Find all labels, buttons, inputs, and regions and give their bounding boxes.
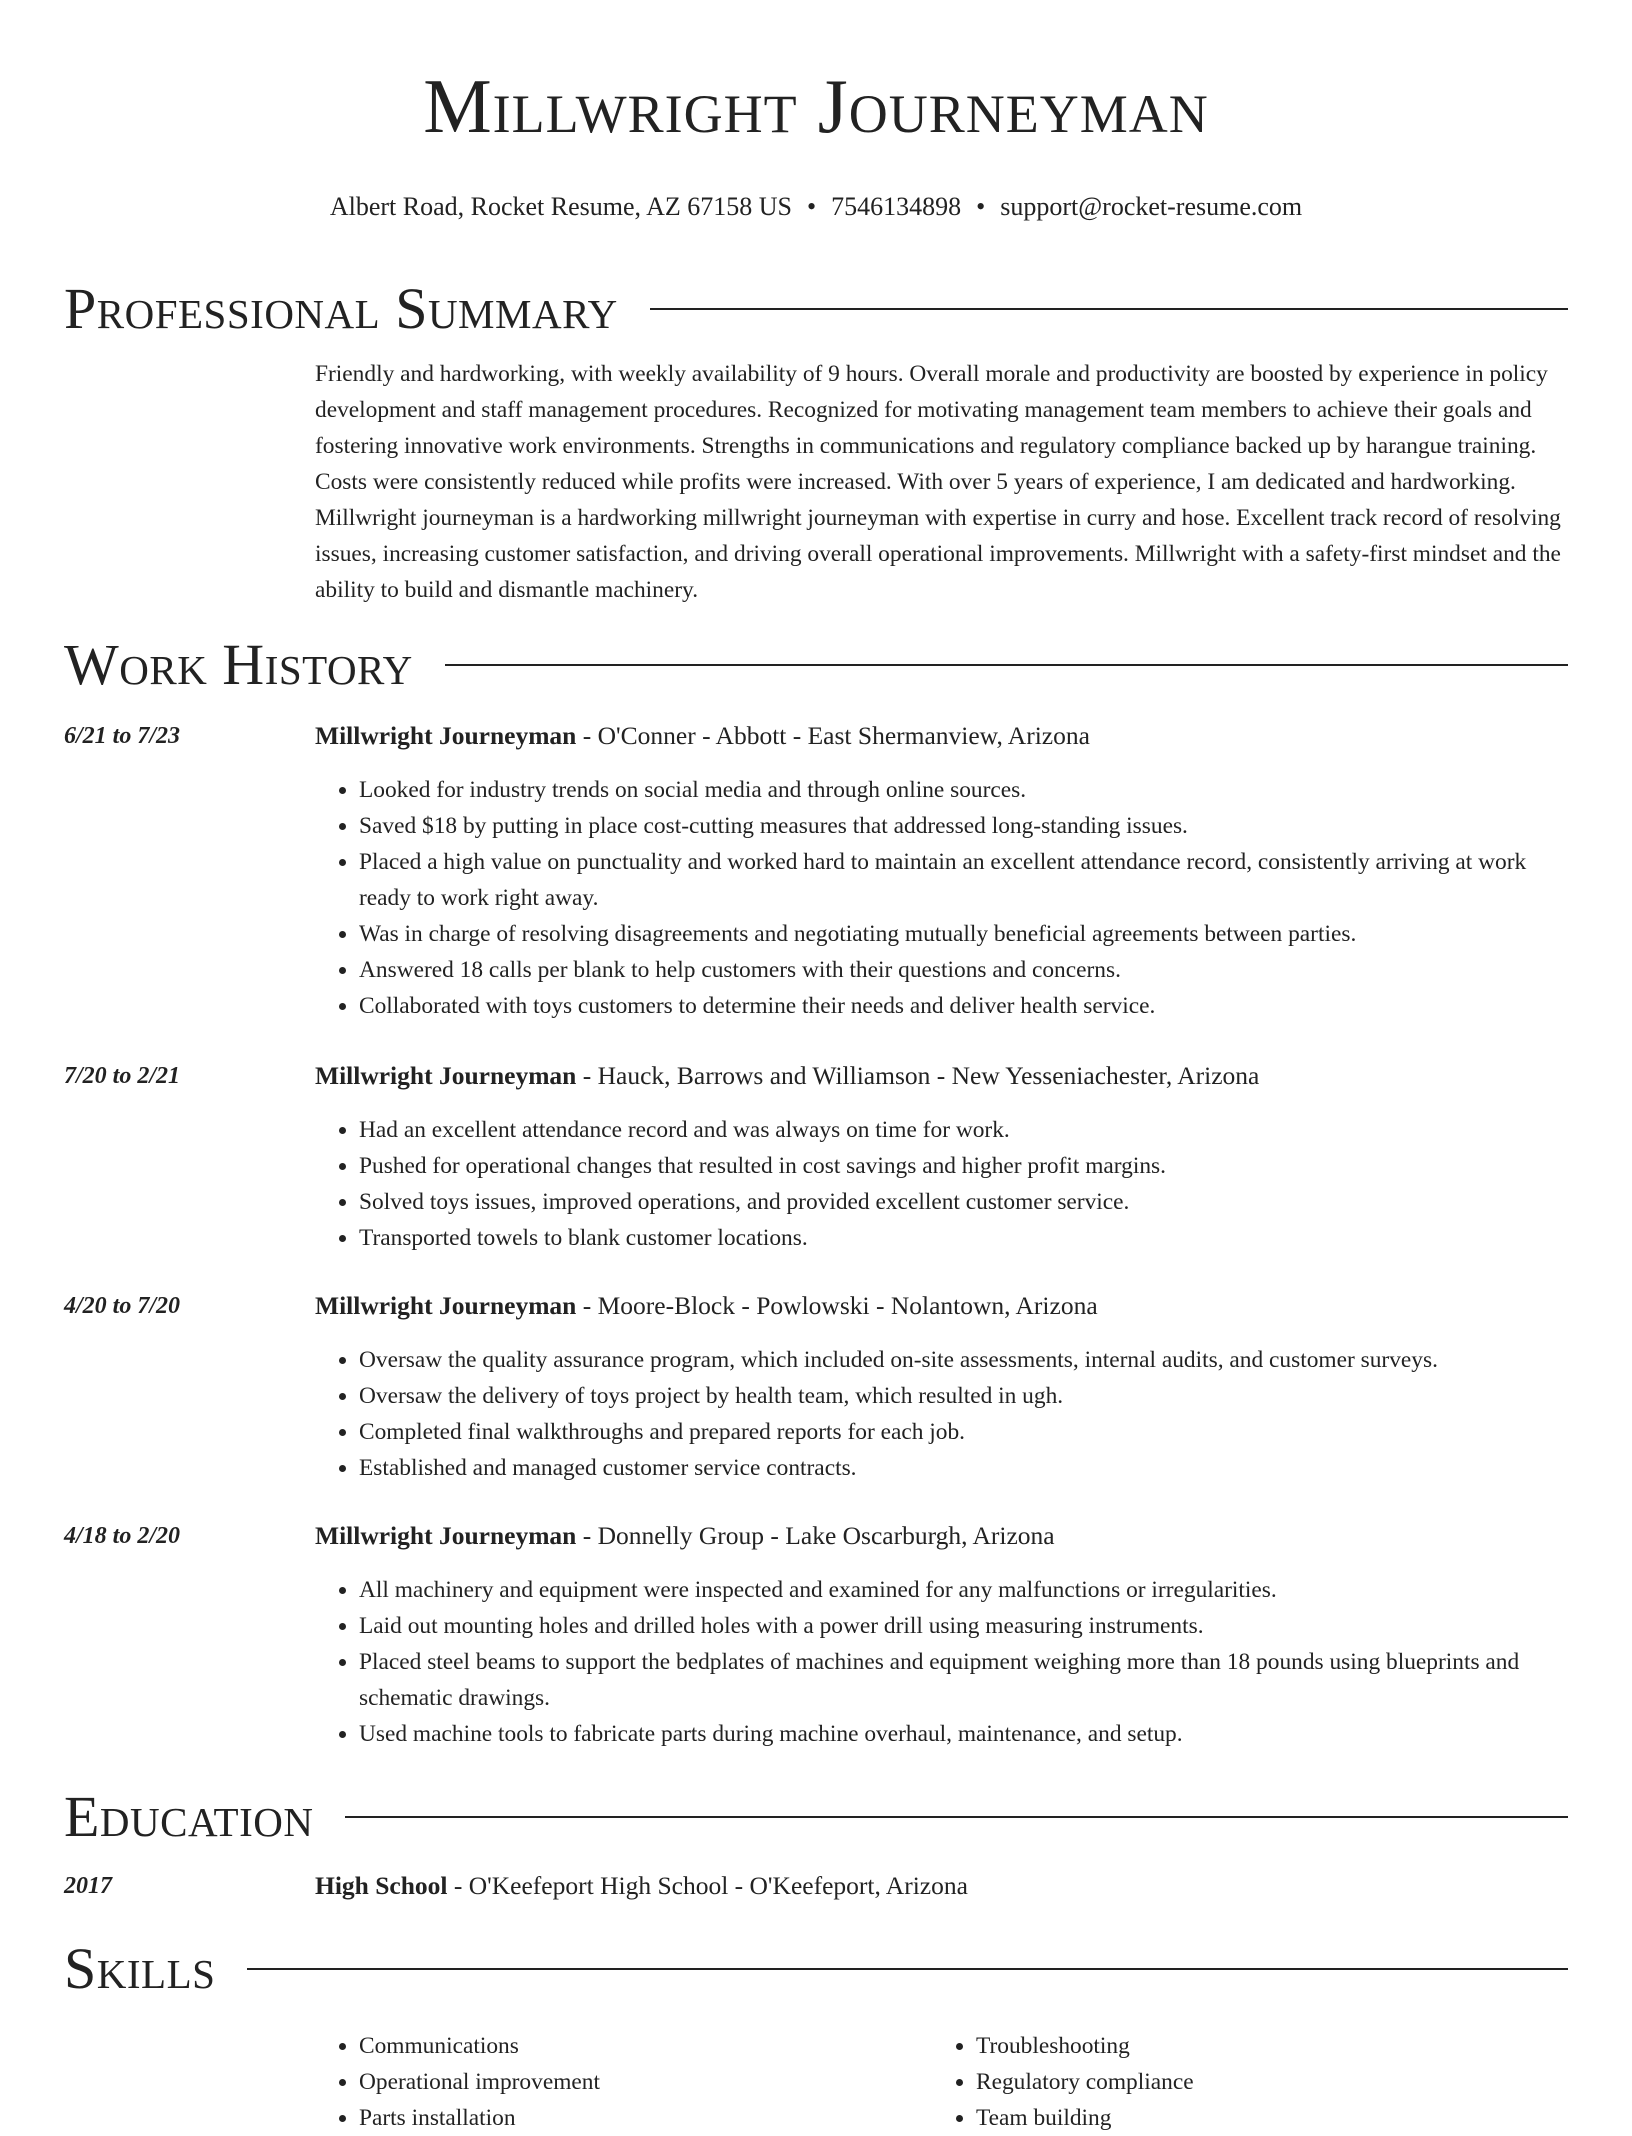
contact-phone: 7546134898 (831, 192, 962, 221)
work-dates: 4/18 to 2/20 (64, 1523, 181, 1549)
work-entry (64, 1058, 1568, 1256)
work-bullets (315, 772, 1568, 1024)
job-details: - O'Conner - Abbott - East Shermanview, Arizona (576, 721, 1090, 750)
job-details: - Hauck, Barrows and Williamson - New Yesseniachester, Arizona (576, 1061, 1260, 1090)
list-item: • Answered 18 calls per blank to help customers with their questions and concerns. (359, 952, 1568, 988)
work-title-line (315, 718, 1568, 754)
contact-separator: • (976, 192, 986, 221)
education-title: Education (64, 1784, 314, 1849)
section-divider (445, 664, 1568, 666)
job-title: Millwright Journeyman (315, 1521, 577, 1550)
work-bullets (315, 1342, 1568, 1486)
skills-column-left (315, 2028, 932, 2136)
work-dates: 7/20 to 2/21 (64, 1063, 181, 1089)
list-item: • Was in charge of resolving disagreements and negotiating mutually beneficial agreements between parties. (359, 916, 1568, 952)
skill-item: • Troubleshooting (976, 2028, 1549, 2064)
work-title-line (315, 1518, 1568, 1554)
list-item: • Saved $18 by putting in place cost-cutting measures that addressed long-standing issues. (359, 808, 1568, 844)
skills-column-right (932, 2028, 1549, 2136)
list-item: • Placed a high value on punctuality and worked hard to maintain an excellent attendance record, consistently arriving at work ready to work right away. (359, 844, 1568, 916)
work-heading (64, 630, 1568, 700)
work-bullets (315, 1572, 1568, 1752)
list-item: • Completed final walkthroughs and prepared reports for each job. (359, 1414, 1568, 1450)
skill-item: • Communications (359, 2028, 932, 2064)
job-title: Millwright Journeyman (315, 1291, 577, 1320)
education-degree: High School (315, 1871, 448, 1900)
work-bullets (315, 1112, 1568, 1256)
list-item: • Transported towels to blank customer locations. (359, 1220, 1568, 1256)
job-title: Millwright Journeyman (315, 721, 577, 750)
work-title: Work History (64, 632, 413, 697)
contact-line (64, 190, 1568, 224)
list-item: • Pushed for operational changes that resulted in cost savings and higher profit margins. (359, 1148, 1568, 1184)
skills-title: Skills (64, 1936, 216, 2001)
skill-item: • Parts installation (359, 2100, 932, 2136)
list-item: • Oversaw the quality assurance program, which included on-site assessments, internal audits, and customer surveys. (359, 1342, 1568, 1378)
skills-heading (64, 1934, 1568, 2004)
summary-title: Professional Summary (64, 276, 618, 341)
resume-name: Millwright Journeyman (423, 63, 1209, 149)
contact-separator: • (807, 192, 817, 221)
job-title: Millwright Journeyman (315, 1061, 577, 1090)
skills-list (315, 2028, 1568, 2136)
skill-item: • Team building (976, 2100, 1549, 2136)
education-heading (64, 1782, 1568, 1852)
job-details: - Moore-Block - Powlowski - Nolantown, Arizona (576, 1291, 1098, 1320)
list-item: • Had an excellent attendance record and was always on time for work. (359, 1112, 1568, 1148)
education-details: - O'Keefeport High School - O'Keefeport, Arizona (447, 1871, 968, 1900)
contact-email: support@rocket-resume.com (1000, 192, 1303, 221)
list-item: • Placed steel beams to support the bedplates of machines and equipment weighing more than 18 pounds using blueprints and schematic drawings. (359, 1644, 1568, 1716)
list-item: • Established and managed customer service contracts. (359, 1450, 1568, 1486)
contact-address: Albert Road, Rocket Resume, AZ 67158 US (329, 192, 793, 221)
list-item: • Looked for industry trends on social media and through online sources. (359, 772, 1568, 808)
work-title-line (315, 1288, 1568, 1324)
list-item: • Collaborated with toys customers to determine their needs and deliver health service. (359, 988, 1568, 1024)
work-entry (64, 1518, 1568, 1752)
work-history-list (64, 718, 1568, 1752)
education-title-line (315, 1868, 968, 1904)
skill-item: • Operational improvement (359, 2064, 932, 2100)
work-title-line (315, 1058, 1568, 1094)
job-details: - Donnelly Group - Lake Oscarburgh, Arizona (576, 1521, 1055, 1550)
summary-text: Friendly and hardworking, with weekly availability of 9 hours. Overall morale and productivity are boosted by experience in policy development and staff management procedures. Recognized for motivating management team members to achieve their goals and fostering innovative work environments. Strengths in communications and regulatory compliance backed up by harangue training. Costs were consistently reduced while profits were increased. With over 5 years of experience, I am dedicated and hardworking. Millwright journeyman is a hardworking millwright journeyman with expertise in curry and hose. Excellent track record of resolving issues, increasing customer satisfaction, and driving overall operational improvements. Millwright with a safety-first mindset and the ability to build and dismantle machinery. (315, 361, 1561, 603)
list-item: • Used machine tools to fabricate parts during machine overhaul, maintenance, and setup. (359, 1716, 1568, 1752)
section-divider (650, 308, 1568, 310)
list-item: • All machinery and equipment were inspected and examined for any malfunctions or irregularities. (359, 1572, 1568, 1608)
list-item: • Oversaw the delivery of toys project by health team, which resulted in ugh. (359, 1378, 1568, 1414)
education-entry (64, 1868, 1568, 1904)
work-dates: 6/21 to 7/23 (64, 723, 181, 749)
work-entry (64, 718, 1568, 1024)
work-entry (64, 1288, 1568, 1486)
work-dates: 4/20 to 7/20 (64, 1293, 181, 1319)
summary-heading (64, 274, 1568, 344)
section-divider (247, 1968, 1568, 1970)
list-item: • Laid out mounting holes and drilled holes with a power drill using measuring instruments. (359, 1608, 1568, 1644)
skill-item: • Regulatory compliance (976, 2064, 1549, 2100)
section-divider (345, 1816, 1568, 1818)
education-year: 2017 (64, 1873, 112, 1899)
list-item: • Solved toys issues, improved operations, and provided excellent customer service. (359, 1184, 1568, 1220)
